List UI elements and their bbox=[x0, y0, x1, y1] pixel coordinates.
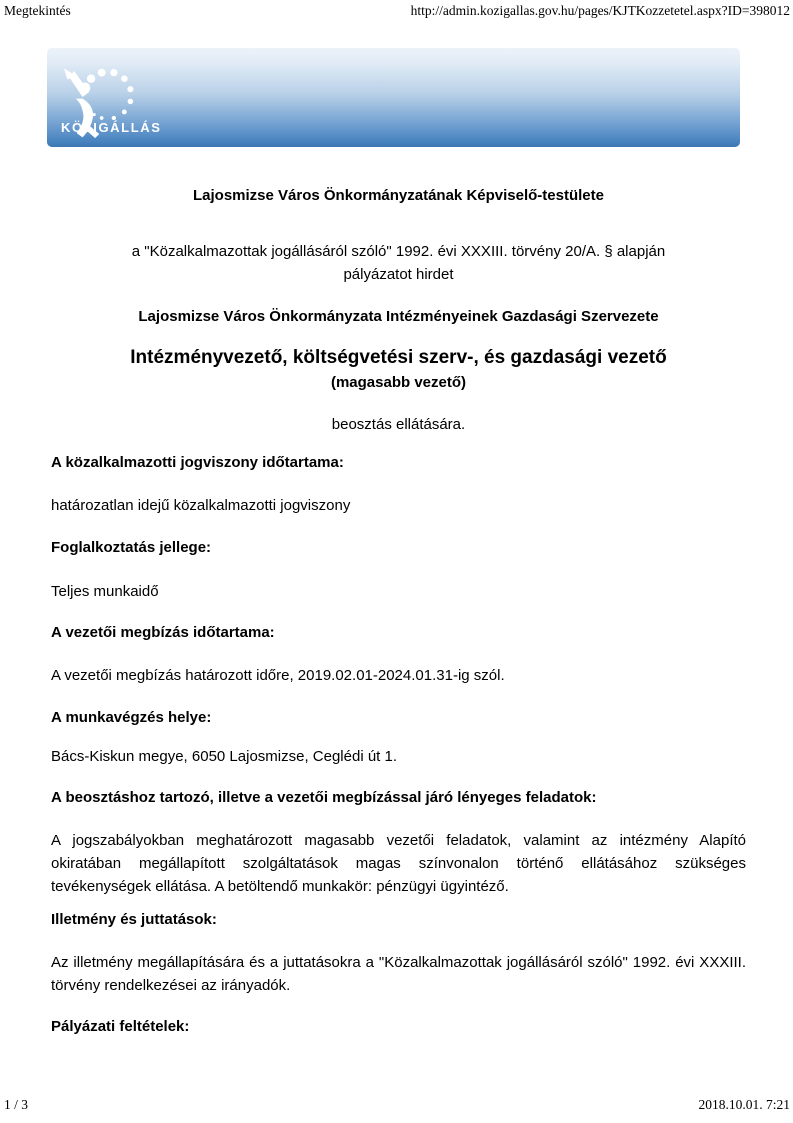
doc-position-subtitle: (magasabb vezető) bbox=[330, 374, 467, 391]
section-heading-munkavegzes: A munkavégzés helye: bbox=[51, 709, 212, 726]
section-heading-foglalkoztatas: Foglalkoztatás jellege: bbox=[51, 539, 212, 556]
doc-intro bbox=[51, 240, 746, 286]
print-footer bbox=[4, 1097, 790, 1113]
kozigallas-banner bbox=[47, 48, 740, 147]
doc-position-suffix: beosztás ellátására. bbox=[331, 416, 466, 433]
page-number-indicator: 1 / 3 bbox=[4, 1097, 29, 1112]
section-body-feladatok: A jogszabályokban meghatározott magasabb vezetői feladatok, valamint az intézmény Alapító okiratában megállapított szolgáltatások magas színvonalon történő ellátásához szükséges tevékenységek ellátása. A betöltendő munkakör: pénzügyi ügyintéző. bbox=[51, 832, 746, 895]
kozigallas-logo-text: KÖZIGÁLLÁS bbox=[61, 120, 162, 135]
section-heading-jogviszony: A közalkalmazotti jogviszony időtartama: bbox=[51, 454, 344, 471]
doc-title: Lajosmizse Város Önkormányzatának Képviselő-testülete bbox=[193, 187, 604, 204]
doc-intro-line2: pályázatot hirdet bbox=[343, 266, 454, 283]
print-header bbox=[4, 3, 790, 19]
section-body-munkavegzes: Bács-Kiskun megye, 6050 Lajosmizse, Ceglédi út 1. bbox=[51, 748, 398, 765]
doc-intro-line1: a "Közalkalmazottak jogállásáról szóló" 1992. évi XXXIII. törvény 20/A. § alapján bbox=[131, 243, 666, 260]
print-header-url: http://admin.kozigallas.gov.hu/pages/KJTKozzetetel.aspx?ID=398012 bbox=[410, 3, 790, 18]
section-heading-feladatok: A beosztáshoz tartozó, illetve a vezetői megbízással járó lényeges feladatok: bbox=[51, 789, 597, 806]
section-body-illetmeny: Az illetmény megállapítására és a juttatásokra a "Közalkalmazottak jogállásáról szóló" 1992. évi XXXIII. törvény rendelkezései az irányadók. bbox=[51, 954, 746, 994]
doc-position-title: Intézményvezető, költségvetési szerv-, és gazdasági vezető bbox=[130, 347, 667, 368]
section-heading-feltetelek: Pályázati feltételek: bbox=[51, 1018, 190, 1035]
print-timestamp: 2018.10.01. 7:21 bbox=[698, 1097, 790, 1112]
section-body-jogviszony: határozatlan idejű közalkalmazotti jogviszony bbox=[51, 497, 351, 514]
section-body-megbizas: A vezetői megbízás határozott időre, 2019.02.01-2024.01.31-ig szól. bbox=[51, 667, 505, 684]
section-heading-illetmeny: Illetmény és juttatások: bbox=[51, 911, 217, 928]
print-header-title: Megtekintés bbox=[4, 3, 71, 18]
section-heading-megbizas: A vezetői megbízás időtartama: bbox=[51, 624, 275, 641]
doc-organization: Lajosmizse Város Önkormányzata Intézményeinek Gazdasági Szervezete bbox=[138, 308, 659, 325]
section-body-foglalkoztatas: Teljes munkaidő bbox=[51, 583, 159, 600]
